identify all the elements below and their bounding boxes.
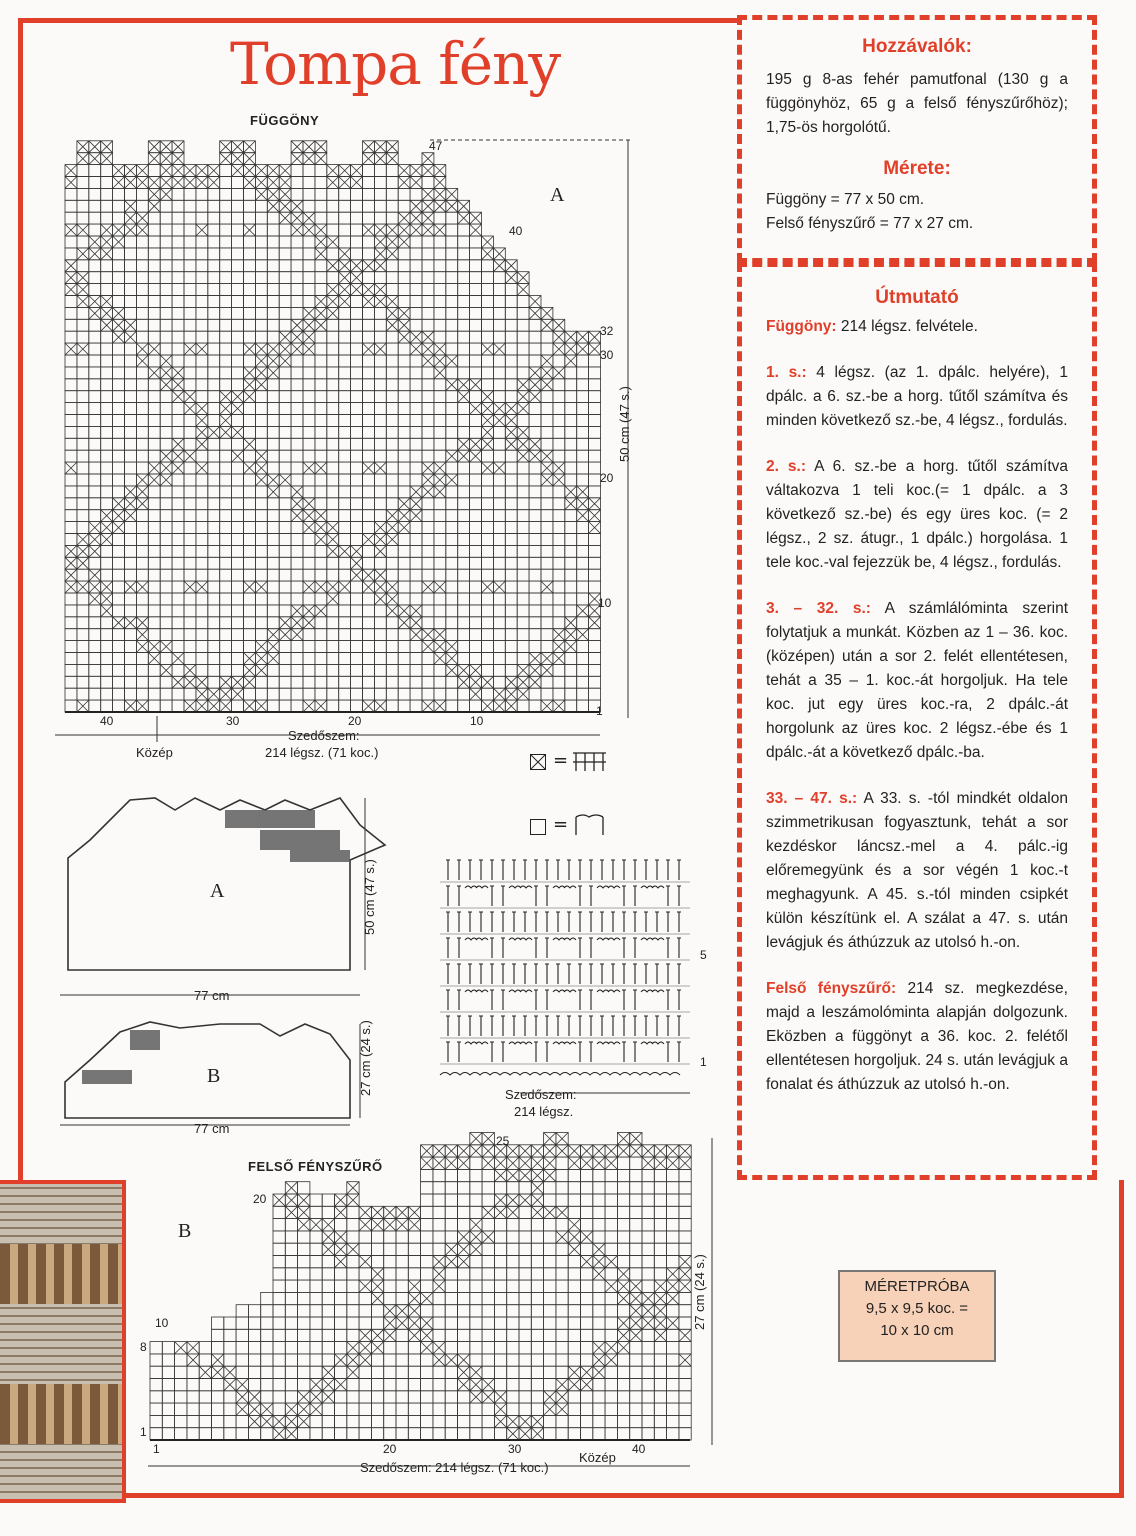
- stitch-foundation-label: Szedőszem:: [505, 1087, 577, 1102]
- chart-a-row-47: 47: [429, 139, 443, 153]
- chart-a-row-40: 40: [509, 224, 523, 238]
- chart-a-col-40: 40: [100, 714, 114, 728]
- size-line-1: Függöny = 77 x 50 cm.: [766, 191, 925, 208]
- instruction-label: Függöny:: [766, 318, 837, 335]
- stitch-row-5: 5: [700, 948, 707, 962]
- instruction-text: 214 sz. megkezdése, majd a leszámolóminta alapján dolgozunk. Eközben a függönyt a 36. koc. 2. felétől ellentétesen horgoljuk. 24 s. után levágjuk a fonalat és áthúzzuk az utolsó h.-on.: [766, 980, 1068, 1093]
- curtain-photo: [0, 1180, 126, 1503]
- schematic-b-letter: B: [207, 1065, 221, 1087]
- chart-b-col-40: 40: [632, 1442, 646, 1456]
- chart-a-label: FÜGGÖNY: [250, 113, 320, 128]
- schematic-a-letter: A: [210, 880, 225, 902]
- chart-b-letter: B: [178, 1220, 192, 1242]
- instruction-label: 2. s.:: [766, 458, 807, 475]
- chart-b-label: FELSŐ FÉNYSZŰRŐ: [248, 1159, 383, 1174]
- instructions-box: [737, 262, 1097, 1180]
- chart-b-row-20: 20: [253, 1192, 267, 1206]
- chart-a-letter: A: [550, 184, 565, 206]
- instruction-paragraph: [766, 597, 1068, 765]
- materials-box: [737, 15, 1097, 263]
- photo-detail: [0, 1384, 122, 1444]
- legend-empty-equals: =: [553, 814, 569, 835]
- chart-a-row-20: 20: [600, 471, 614, 485]
- chart-b-row-25: 25: [496, 1134, 510, 1148]
- chart-b-row-1: 1: [140, 1425, 147, 1439]
- chart-a-height-label: 50 cm (47 s.): [617, 386, 632, 462]
- photo-detail: [0, 1244, 122, 1304]
- schematic-a-height-label: 50 cm (47 s.): [362, 859, 377, 935]
- instruction-paragraph: [766, 361, 1068, 433]
- stitch-foundation-value: 214 légsz.: [514, 1104, 574, 1119]
- chart-a-row-30: 30: [600, 348, 614, 362]
- instruction-label: 33. – 47. s.:: [766, 790, 858, 807]
- instruction-text: A 6. sz.-be a horg. tűtől számítva váltakozva 1 teli koc.(= 1 dpálc. a 3 következő sz.-be) és egy üres koc. (= 2 légsz., 2 sz. átugr., 1 dpálc.) horgolása. 1 tele koc.-val fejezzük be, 4 légsz., fordulás.: [766, 458, 1068, 571]
- gauge-box: [838, 1270, 996, 1362]
- size-line-2: Felső fényszűrő = 77 x 27 cm.: [766, 215, 974, 232]
- instructions-heading: Útmutató: [875, 287, 959, 308]
- schematic-b-height-label: 27 cm (24 s.): [358, 1020, 373, 1096]
- chart-a-foundation-label: Szedőszem:: [288, 728, 360, 743]
- chart-b-foundation-label: Szedőszem: 214 légsz. (71 koc.): [360, 1460, 549, 1475]
- chart-b-height-label: 27 cm (24 s.): [692, 1254, 707, 1330]
- chart-a-foundation-value: 214 légsz. (71 koc.): [265, 745, 379, 760]
- gauge-count: 9,5 x 9,5 koc. =: [865, 1300, 969, 1317]
- instruction-text: 214 légsz. felvétele.: [836, 318, 978, 335]
- chart-a-col-20: 20: [348, 714, 362, 728]
- chart-a-center-label: Közép: [136, 745, 173, 760]
- materials-text: 195 g 8-as fehér pamutfonal (130 g a függönyhöz, 65 g a felső fényszűrőhöz); 1,75-ös horgolótű.: [766, 71, 1068, 136]
- stitch-row-1: 1: [700, 1055, 707, 1069]
- chart-b-row-10: 10: [155, 1316, 169, 1330]
- chart-b-row-8: 8: [140, 1340, 147, 1354]
- chart-a-row-1: 1: [596, 704, 603, 718]
- chart-b-col-30: 30: [508, 1442, 522, 1456]
- materials-heading: Hozzávalók:: [862, 36, 972, 57]
- chart-a-col-30: 30: [226, 714, 240, 728]
- instruction-text: A 33. s. -tól mindkét oldalon szimmetrikusan fogyasztunk, tehát a sor kezdéskor láncsz.-mel a 4. pálc.-ig előremegyünk és a sor végén 1 koc.-t meghagyunk. A 45. s.-tól minden csipkét külön készítünk el. A szálat a 47. s. után levágjuk és áthúzzuk az utolsó h.-on.: [766, 790, 1068, 951]
- instruction-paragraph: [766, 977, 1068, 1097]
- gauge-title: MÉRETPRÓBA: [864, 1278, 970, 1295]
- chart-a-col-10: 10: [470, 714, 484, 728]
- instruction-label: 1. s.:: [766, 364, 807, 381]
- instruction-label: Felső fényszűrő:: [766, 980, 897, 997]
- legend-filled-equals: =: [553, 750, 569, 771]
- instruction-paragraph: [766, 787, 1068, 955]
- chart-b-col-1: 1: [153, 1442, 160, 1456]
- schematic-b-width-label: 77 cm: [194, 1121, 230, 1136]
- instruction-paragraph: [766, 455, 1068, 575]
- chart-a-row-10: 10: [598, 596, 612, 610]
- chart-b-center-label: Közép: [579, 1450, 616, 1465]
- instruction-paragraph: [766, 315, 1068, 339]
- instruction-text: A számlálóminta szerint folytatjuk a munkát. Közben az 1 – 36. koc. (középen) után a sor 2. felét ellentétesen, tehát a 35 – 1. koc.-át horgoljuk. Ha tele koc. jut egy üres koc.-ra, 2 dpálc.-át horgolunk az üres koc. 2 légsz.-ébe és 1 dpálc.-át a következő dpálc.-ba.: [766, 600, 1068, 761]
- chart-a-row-32: 32: [600, 324, 614, 338]
- gauge-size: 10 x 10 cm: [880, 1322, 954, 1339]
- chart-b-col-20: 20: [383, 1442, 397, 1456]
- schematic-a-width-label: 77 cm: [194, 988, 230, 1003]
- page-title: Tompa fény: [230, 30, 561, 98]
- instruction-text: 4 légsz. (az 1. dpálc. helyére), 1 dpálc. a 6. sz.-be a horg. tűtől számítva és minden következő sz.-be, 4 légsz., fordulás.: [766, 364, 1068, 429]
- instruction-label: 3. – 32. s.:: [766, 600, 871, 617]
- size-heading: Mérete:: [883, 158, 951, 179]
